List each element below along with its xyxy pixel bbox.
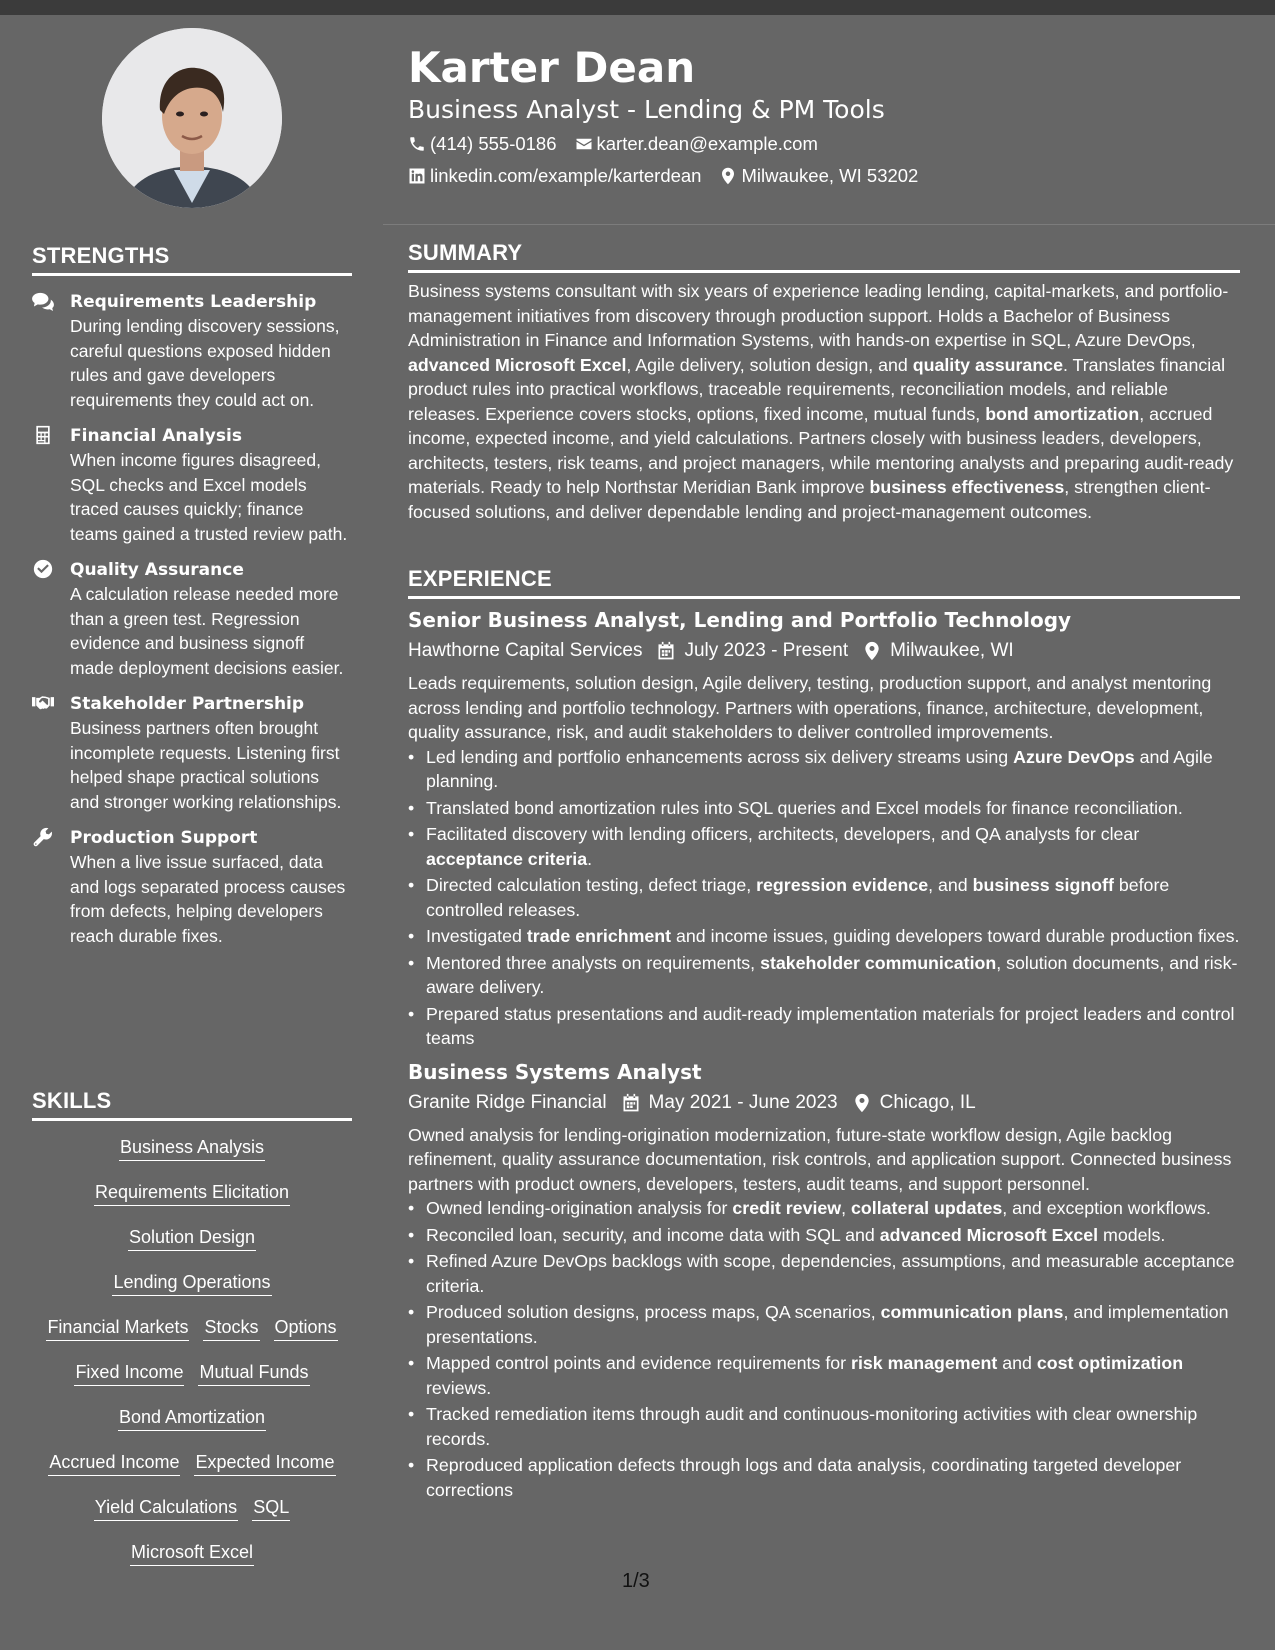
strength-item	[32, 826, 352, 948]
summary-keyword: quality assurance	[912, 354, 1063, 375]
skill-row	[32, 1270, 352, 1315]
summary-section	[408, 240, 1240, 524]
skill-tag: Mutual Funds	[198, 1360, 309, 1386]
bullet-keyword: cost optimization	[1036, 1353, 1184, 1373]
skill-tag: Stocks	[203, 1315, 259, 1341]
strength-item	[32, 692, 352, 814]
bullet-text: , solution documents, and risk-aware delivery.	[426, 952, 1238, 997]
job-dates-wrap	[656, 635, 848, 667]
job-entry	[408, 1057, 1240, 1503]
job-bullet	[408, 1249, 1240, 1298]
job-meta	[408, 635, 1240, 667]
skill-row	[32, 1180, 352, 1225]
bullet-text: Led lending and portfolio enhancements across six delivery streams using	[426, 746, 1014, 767]
job-bullet	[408, 1402, 1240, 1451]
skill-tag: Bond Amortization	[118, 1405, 266, 1431]
phone-contact[interactable]	[408, 128, 557, 160]
job-location-wrap	[862, 635, 1014, 667]
job-bullet	[408, 1351, 1240, 1400]
bullet-text: before controlled releases.	[426, 875, 1170, 920]
strength-item	[32, 558, 352, 680]
location-contact	[719, 160, 918, 192]
job-bullet	[408, 1002, 1240, 1051]
summary-keyword: business effectiveness	[869, 477, 1065, 497]
bullet-text: models.	[1098, 1224, 1166, 1245]
strength-item	[32, 424, 352, 546]
bullet-text: reviews.	[426, 1377, 492, 1398]
bullet-text: Reconciled loan, security, and income data with SQL and	[426, 1224, 880, 1245]
job-bullets	[408, 1196, 1240, 1502]
bullet-text: Mapped control points and evidence requirements for	[426, 1353, 852, 1373]
summary-keyword: advanced Microsoft Excel	[408, 354, 627, 375]
map-marker-icon	[852, 1093, 872, 1113]
phone-text: (414) 555-0186	[430, 133, 557, 154]
bullet-keyword: risk management	[851, 1353, 998, 1373]
summary-keyword: bond amortization	[985, 403, 1140, 424]
job-bullet	[408, 745, 1240, 794]
candidate-role: Business Analyst - Lending & PM Tools	[408, 95, 885, 124]
skills-heading: SKILLS	[32, 1088, 352, 1121]
skill-row	[32, 1450, 352, 1495]
skill-tag: Fixed Income	[74, 1360, 184, 1386]
calendar-icon	[656, 641, 676, 661]
summary-segment: Business systems consultant with six years of experience leading lending, capital-markets, and portfolio-management initiatives from discovery through production support. Holds a Bachelor of Business Administration in Finance and Information Systems, with hands-on expertise in SQL, Azure DevOps,	[408, 281, 1229, 350]
skill-tag: Yield Calculations	[94, 1495, 238, 1521]
check-circle-icon	[32, 558, 70, 680]
skill-row	[32, 1540, 352, 1585]
summary-segment: , Agile delivery, solution design, and	[626, 354, 913, 375]
job-bullet	[408, 1300, 1240, 1349]
bullet-text: Translated bond amortization rules into SQL queries and Excel models for finance reconciliation.	[426, 797, 1183, 818]
bullet-text: and Agile planning.	[426, 746, 1213, 791]
skill-tag: Solution Design	[128, 1225, 256, 1251]
bullet-text: Facilitated discovery with lending officers, architects, developers, and QA analysts for clear	[426, 824, 1140, 844]
bullet-keyword: collateral updates	[851, 1198, 1003, 1218]
bullet-text: Produced solution designs, process maps, QA scenarios,	[426, 1302, 881, 1322]
bullet-keyword: acceptance criteria	[426, 848, 588, 869]
profile-photo	[102, 28, 282, 208]
skill-tag: Lending Operations	[112, 1270, 271, 1296]
bullet-keyword: trade enrichment	[526, 926, 672, 946]
strength-title: Quality Assurance	[70, 560, 244, 580]
job-bullet	[408, 1223, 1240, 1248]
contact-row	[408, 128, 1240, 160]
strength-title: Requirements Leadership	[70, 292, 317, 312]
skill-tag: Microsoft Excel	[130, 1540, 254, 1566]
skill-row	[32, 1225, 352, 1270]
candidate-name: Karter Dean	[408, 43, 696, 92]
job-entry	[408, 605, 1240, 1051]
linkedin-text: linkedin.com/example/karterdean	[430, 165, 702, 186]
map-marker-icon	[719, 167, 737, 185]
job-location: Chicago, IL	[879, 1091, 976, 1113]
summary-segment: . Translates financial product rules into practical workflows, traceable requirements, reconciliation models, and reliable releases. Experience covers stocks, options, fixed income, mutual funds,	[408, 354, 1226, 424]
calendar-icon	[621, 1093, 641, 1113]
strength-item	[32, 290, 352, 412]
strength-description: Business partners often brought incomplete requests. Listening first helped shape practical solutions and stronger working relationships.	[70, 718, 342, 812]
job-location-wrap	[852, 1087, 976, 1119]
strength-description: When a live issue surfaced, data and logs separated process causes from defects, helping developers reach durable fixes.	[70, 852, 346, 946]
job-bullets	[408, 745, 1240, 1051]
skill-tag: Requirements Elicitation	[94, 1180, 290, 1206]
page-number: 1/3	[622, 1570, 650, 1592]
job-dates-wrap	[621, 1087, 838, 1119]
bullet-keyword: Azure DevOps	[1013, 746, 1135, 767]
strength-title: Stakeholder Partnership	[70, 694, 305, 714]
skill-row	[32, 1405, 352, 1450]
bullet-text: , and exception workflows.	[1002, 1198, 1211, 1218]
strength-description: During lending discovery sessions, careful questions exposed hidden rules and gave developers requirements they could act on.	[70, 316, 340, 410]
skill-tag: SQL	[252, 1495, 290, 1521]
job-bullet	[408, 924, 1240, 949]
comments-icon	[32, 290, 70, 412]
skill-row	[32, 1135, 352, 1180]
summary-segment: , accrued income, expected income, and yield calculations. Partners closely with business leaders, developers, architects, testers, risk teams, and project managers, while mentoring analysts and preparing audit-ready materials. Ready to help Northstar Meridian Bank improve	[408, 403, 1234, 497]
strengths-section	[32, 243, 352, 960]
strength-description: A calculation release needed more than a green test. Regression evidence and business signoff made deployment decisions easier.	[70, 584, 344, 678]
map-marker-icon	[862, 641, 882, 661]
strengths-heading: STRENGTHS	[32, 243, 352, 276]
job-description: Leads requirements, solution design, Agile delivery, testing, production support, and analyst mentoring across lending and portfolio technology. Partners with operations, finance, architecture, development, quality assurance, risk, and audit stakeholders to deliver controlled improvements.	[408, 673, 1212, 742]
summary-heading: SUMMARY	[408, 240, 1240, 273]
bullet-text: Prepared status presentations and audit-ready implementation materials for project leaders and control teams	[426, 1003, 1235, 1048]
job-bullet	[408, 1453, 1240, 1502]
job-title: Business Systems Analyst	[408, 1059, 702, 1084]
skill-tag: Options	[274, 1315, 338, 1341]
email-contact[interactable]	[575, 128, 818, 160]
skill-row	[32, 1495, 352, 1540]
bullet-keyword: credit review	[732, 1198, 842, 1218]
experience-heading: EXPERIENCE	[408, 566, 1240, 599]
job-bullet	[408, 873, 1240, 922]
skill-row	[32, 1315, 352, 1360]
job-company: Hawthorne Capital Services	[408, 640, 643, 661]
bullet-text: and income issues, guiding developers toward durable production fixes.	[671, 926, 1240, 946]
resume-header	[408, 42, 1240, 192]
bullet-text: Directed calculation testing, defect triage,	[426, 875, 757, 895]
phone-icon	[408, 135, 426, 153]
bullet-text: Reproduced application defects through logs and data analysis, coordinating targeted developer corrections	[426, 1455, 1182, 1500]
skills-section	[32, 1088, 352, 1585]
strength-title: Production Support	[70, 828, 258, 848]
linkedin-icon	[408, 167, 426, 185]
location-text: Milwaukee, WI 53202	[741, 165, 919, 186]
job-title: Senior Business Analyst, Lending and Portfolio Technology	[408, 608, 1072, 632]
bullet-keyword: stakeholder communication	[760, 952, 997, 973]
bullet-keyword: advanced Microsoft Excel	[879, 1224, 1099, 1245]
handshake-icon	[32, 692, 70, 814]
bullet-keyword: communication plans	[880, 1302, 1064, 1322]
summary-text	[408, 279, 1240, 524]
email-text: karter.dean@example.com	[596, 133, 818, 154]
calculator-icon	[32, 424, 70, 546]
bullet-text: Tracked remediation items through audit and continuous-monitoring activities with clear ownership records.	[426, 1404, 1198, 1449]
experience-section	[408, 566, 1240, 1504]
envelope-icon	[575, 135, 593, 153]
skill-tag: Financial Markets	[46, 1315, 189, 1341]
top-bar	[0, 0, 1275, 15]
job-bullet	[408, 796, 1240, 821]
summary-segment: , strengthen client-focused solutions, and deliver dependable lending and project-management outcomes.	[408, 477, 1211, 522]
bullet-text: , and	[928, 875, 973, 895]
bullet-text: .	[587, 848, 593, 869]
linkedin-contact[interactable]	[408, 160, 701, 192]
job-dates: July 2023 - Present	[684, 640, 849, 661]
bullet-text: and	[997, 1353, 1037, 1373]
bullet-text: Investigated	[426, 926, 527, 946]
skill-tag: Accrued Income	[48, 1450, 180, 1476]
bullet-keyword: business signoff	[972, 875, 1114, 895]
bullet-text: ,	[841, 1198, 852, 1218]
job-location: Milwaukee, WI	[890, 640, 1014, 661]
job-company: Granite Ridge Financial	[408, 1091, 607, 1113]
bullet-text: Refined Azure DevOps backlogs with scope, dependencies, assumptions, and measurable acceptance criteria.	[426, 1251, 1235, 1296]
bullet-text: , and implementation presentations.	[426, 1302, 1229, 1347]
header-divider	[383, 224, 1275, 225]
bullet-text: Owned lending-origination analysis for	[426, 1198, 733, 1218]
skill-tag: Business Analysis	[119, 1135, 265, 1161]
job-description: Owned analysis for lending-origination modernization, future-state workflow design, Agile backlog refinement, quality assurance documentation, risk controls, and application support. Connected business partners with product owners, developers, testers, audit teams, and support personnel.	[408, 1124, 1232, 1194]
bullet-text: Mentored three analysts on requirements,	[426, 952, 761, 973]
job-bullet	[408, 822, 1240, 871]
strength-description: When income figures disagreed, SQL checks and Excel models traced causes quickly; finance teams gained a trusted review path.	[70, 450, 348, 544]
skill-row	[32, 1360, 352, 1405]
bullet-keyword: regression evidence	[756, 875, 929, 895]
job-dates: May 2021 - June 2023	[648, 1091, 838, 1113]
job-bullet	[408, 951, 1240, 1000]
contact-row	[408, 160, 1240, 192]
wrench-icon	[32, 826, 70, 948]
strength-title: Financial Analysis	[70, 426, 242, 446]
skill-tag: Expected Income	[194, 1450, 335, 1476]
job-bullet	[408, 1196, 1240, 1221]
job-meta	[408, 1087, 1240, 1119]
